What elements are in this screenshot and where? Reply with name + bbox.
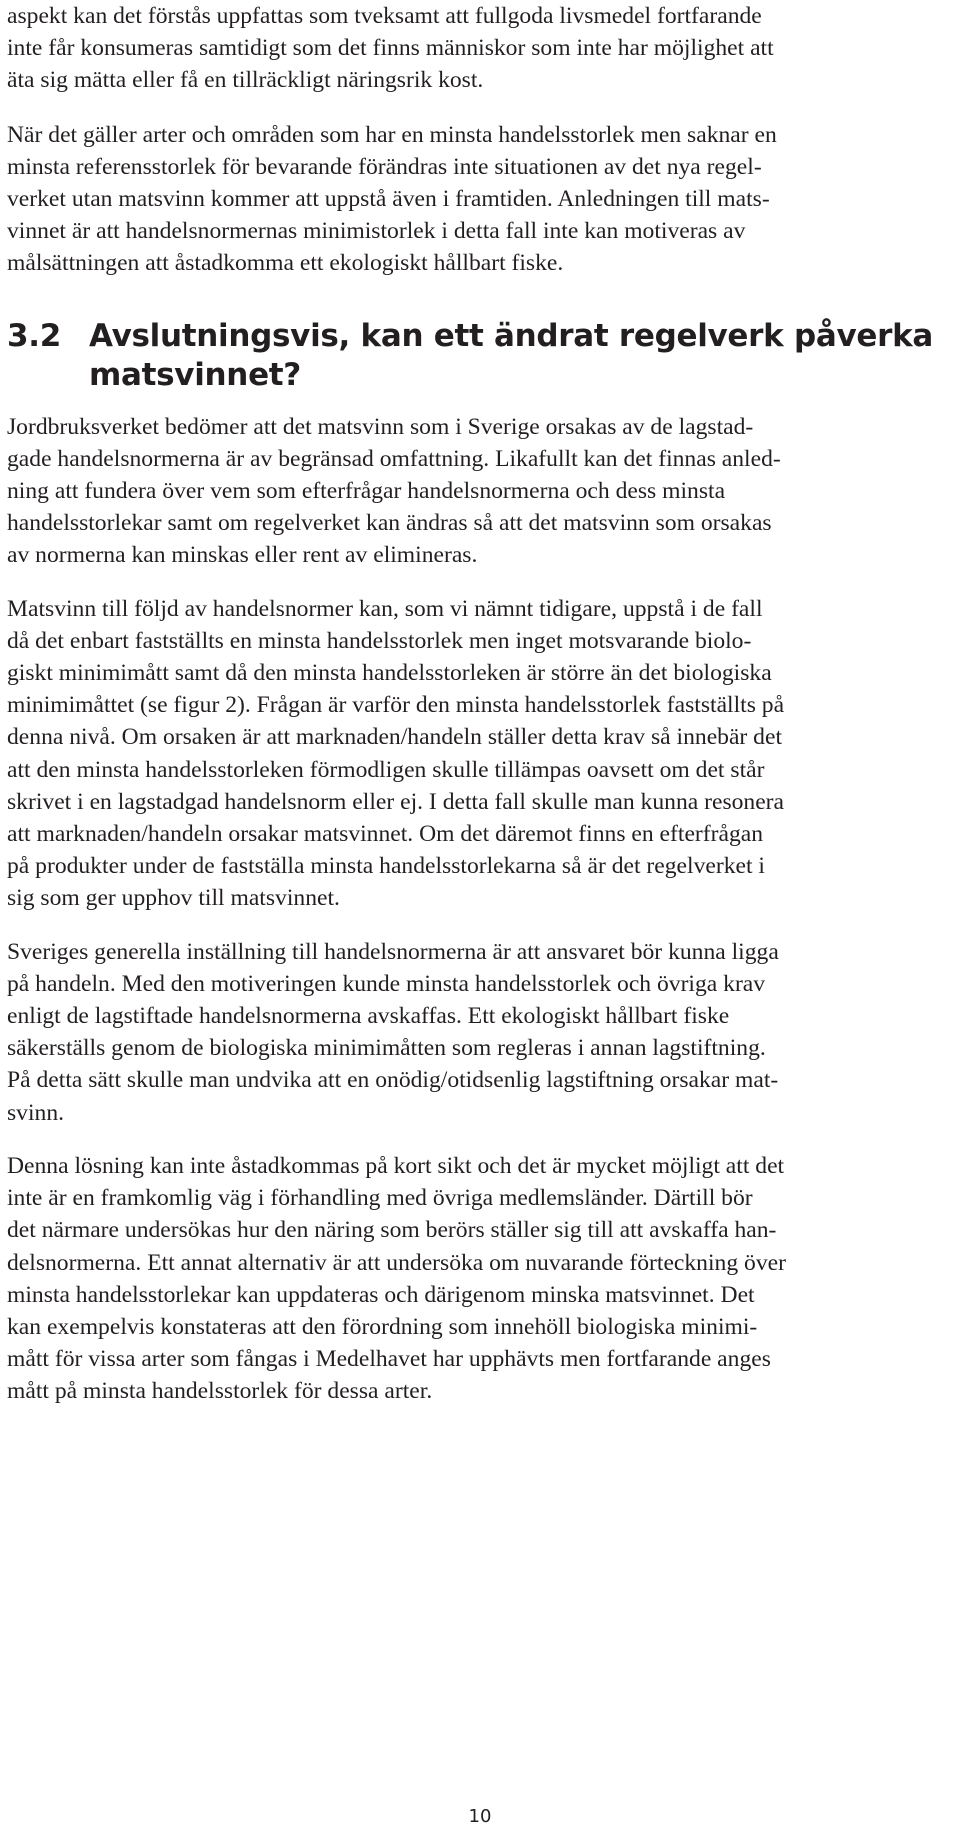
section-heading <box>7 317 937 395</box>
section-number: 3.2 <box>7 317 62 354</box>
section-title: Avslutningsvis, kan ett ändrat regelverk påverka matsvinnet? <box>89 317 934 393</box>
body-paragraph: Matsvinn till följd av handelsnormer kan, som vi nämnt tidigare, uppstå i de fall då det enbart fastställts en minsta handelsstorlek men inget motsvarande biolo- giskt minimimått samt då den minsta handelsstorleken är större än det biologiska minimimåttet (se figur 2). Frågan är varför den minsta handelsstorlek fastställts på denna nivå. Om orsaken är att marknaden/handeln ställer detta krav så innebär det att den minsta handelsstorleken förmodligen skulle tillämpas oavsett om det står skrivet i en lagstadgad handelsnorm eller ej. I detta fall skulle man kunna resonera att marknaden/handeln orsakar matsvinnet. Om det däremot finns en efterfrågan på produkter under de fastställa minsta handelsstorlekarna så är det regelverket i sig som ger upphov till matsvinnet. <box>7 595 785 912</box>
page-content <box>7 0 937 1429</box>
body-paragraph: Denna lösning kan inte åstadkommas på kort sikt och det är mycket möjligt att det inte är en framkomlig väg i förhandling med övriga medlemsländer. Därtill bör det närmare undersökas hur den näring som berörs ställer sig till att avskaffa han- delsnormerna. Ett annat alternativ är att undersöka om nuvarande förteckning över minsta handelsstorlekar kan uppdateras och därigenom minska matsvinnet. Det kan exempelvis konstateras att den förordning som innehöll biologiska minimi- mått för vissa arter som fångas i Medelhavet har upphävts men fortfarande anges mått på minsta handelsstorlek för dessa arter. <box>7 1152 786 1405</box>
body-paragraph: Sveriges generella inställning till handelsnormerna är att ansvaret bör kunna ligga på handeln. Med den motiveringen kunde minsta handelsstorlek och övriga krav enligt de lagstiftade handelsnormerna avskaffas. Ett ekologiskt hållbart fiske säkerställs genom de biologiska minimimåtten som regleras i annan lagstiftning. På detta sätt skulle man undvika att en onödig/otidsenlig lagstiftning orsakar mat- svinn. <box>7 938 779 1126</box>
body-paragraph: Jordbruksverket bedömer att det matsvinn som i Sverige orsakas av de lagstad- gade handelsnormerna är av begränsad omfattning. Likafullt kan det finnas anled- ning att fundera över vem som efterfrågar handelsnormerna och dess minsta handelsstorlekar samt om regelverket kan ändras så att det matsvinn som orsakas av normerna kan minskas eller rent av elimineras. <box>7 413 781 569</box>
body-paragraph: aspekt kan det förstås uppfattas som tveksamt att fullgoda livsmedel fortfarande inte får konsumeras samtidigt som det finns människor som inte har möjlighet att äta sig mätta eller få en tillräckligt näringsrik kost. <box>7 3 774 94</box>
body-paragraph: När det gäller arter och områden som har en minsta handelsstorlek men saknar en minsta referensstorlek för bevarande förändras inte situationen av det nya regel- verket utan matsvinn kommer att uppstå även i framtiden. Anledningen till mats- vinnet är att handelsnormernas minimistorlek i detta fall inte kan motiveras av målsättningen att åstadkomma ett ekologiskt hållbart fiske. <box>7 121 777 277</box>
page-number: 10 <box>468 1806 492 1827</box>
